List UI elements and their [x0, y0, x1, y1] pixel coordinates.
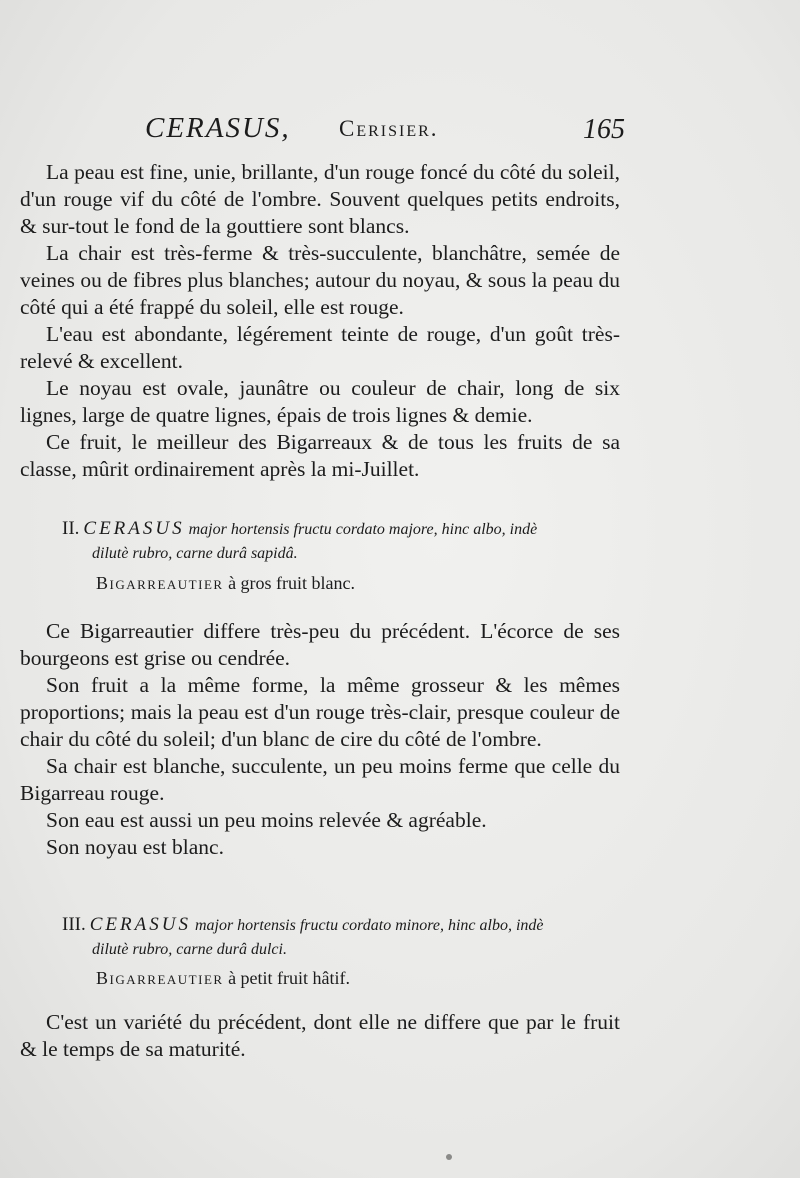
latin-name-variety-2: [62, 517, 624, 566]
running-subtitle: Cerisier.: [339, 116, 439, 141]
running-title: CERASUS,: [145, 112, 291, 144]
latin-genus: CERASUS: [83, 518, 185, 539]
paragraph-maturite: Ce fruit, le meilleur des Bigarreaux & de tous les fruits de sa classe, mûrit ordinairement après la mi-Juillet.: [20, 430, 620, 481]
paragraph-peau: La peau est fine, unie, brillante, d'un rouge foncé du côté du soleil, d'un rouge vif du côté de l'ombre. Souvent quelques petits endroits, & sur-tout le fond de la gouttiere sont blancs.: [20, 160, 620, 238]
latin-phrase-continuation: dilutè rubro, carne durâ dulci.: [92, 941, 287, 958]
common-name-rest: à gros fruit blanc.: [228, 573, 356, 593]
running-header: [145, 112, 625, 152]
description-gros-fruit-blanc: [20, 618, 620, 861]
common-name-rest: à petit fruit hâtif.: [228, 968, 351, 988]
description-petit-fruit-hatif: [20, 1009, 620, 1063]
latin-genus: CERASUS: [89, 914, 191, 935]
description-cerisier-rouge: [20, 159, 620, 483]
paragraph-eau: L'eau est abondante, légérement teinte de rouge, d'un goût très-relevé & excellent.: [20, 322, 620, 373]
paragraph-noyau: Le noyau est ovale, jaunâtre ou couleur de chair, long de six lignes, large de quatre lignes, épais de trois lignes & demie.: [20, 376, 620, 427]
common-name-caps: Bigarreautier: [96, 573, 224, 593]
common-name-variety-3: [96, 968, 350, 989]
paragraph-forme: Son fruit a la même forme, la même grosseur & les mêmes proportions; mais la peau est d'un rouge très-clair, presque couleur de chair du côté du soleil; d'un blanc de cire du côté de l'ombre.: [20, 673, 620, 751]
variety-number: II.: [62, 518, 80, 539]
variety-number: III.: [62, 914, 86, 935]
paper-speck: [446, 1154, 452, 1160]
page-number: 165: [583, 114, 625, 145]
latin-name-variety-3: [62, 913, 624, 962]
common-name-caps: Bigarreautier: [96, 968, 224, 988]
paragraph-noyau: Son noyau est blanc.: [46, 835, 224, 859]
latin-phrase: major hortensis fructu cordato majore, hinc albo, indè: [188, 521, 538, 538]
latin-phrase-continuation: dilutè rubro, carne durâ sapidâ.: [92, 545, 298, 562]
paragraph-eau: Son eau est aussi un peu moins relevée & agréable.: [46, 808, 487, 832]
common-name-variety-2: [96, 573, 355, 594]
paragraph-ecorce: Ce Bigarreautier differe très-peu du précédent. L'écorce de ses bourgeons est grise ou cendrée.: [20, 619, 620, 670]
latin-phrase: major hortensis fructu cordato minore, hinc albo, indè: [194, 917, 544, 934]
paragraph-chair: La chair est très-ferme & très-succulente, blanchâtre, semée de veines ou de fibres plus blanches; autour du noyau, & sous la peau du côté qui a été frappé du soleil, elle est rouge.: [20, 241, 620, 319]
paragraph-variete: C'est un variété du précédent, dont elle ne differe que par le fruit & le temps de sa maturité.: [20, 1010, 620, 1061]
paragraph-chair: Sa chair est blanche, succulente, un peu moins ferme que celle du Bigarreau rouge.: [20, 754, 620, 805]
